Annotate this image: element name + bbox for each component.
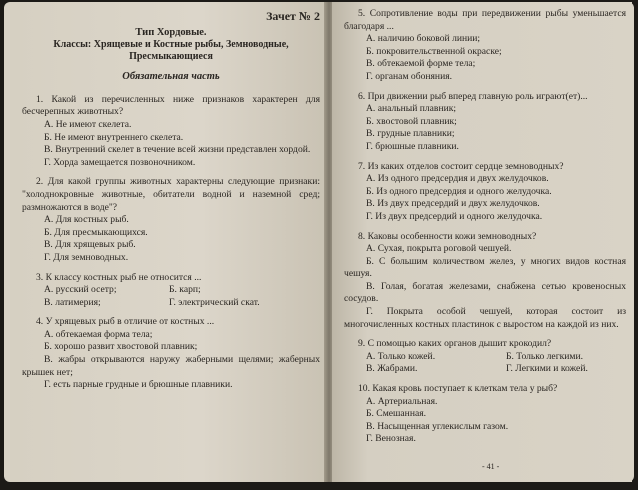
classes-title: Классы: Хрящевые и Костные рыбы, Земноводные, Пресмыкающиеся [53,39,289,63]
answer-option: В. Для хрящевых рыб. [44,239,136,251]
question-10 [344,383,626,446]
answer-option: Г. брюшные плавники. [366,140,459,152]
answer-option: Б. Только легкими. [506,350,584,362]
answer-option: В. жабры открываются наружу жаберными щелями; жаберных крышек нет; [22,354,320,378]
answer-option: В. Из двух предсердий и двух желудочков. [366,198,540,210]
question-3 [22,272,320,310]
answer-option: А. Только кожей. [366,350,436,362]
answer-option: Г. есть парные грудные и брюшные плавники. [44,379,233,391]
answer-option: Г. Хорда замещается позвоночником. [44,156,196,168]
answer-option: Г. Венозная. [366,433,416,445]
question-9 [344,338,626,376]
question-text: 8. Каковы особенности кожи земноводных? [358,230,537,242]
question-text: 6. При движении рыб вперед главную роль играют(ет)... [358,90,588,102]
answer-option: Г. органам обоняния. [366,70,453,82]
question-text: 5. Сопротивление воды при передвижении рыбы уменьшается благодаря ... [344,8,626,32]
question-2 [22,176,320,264]
test-heading: Зачет № 2 [266,9,320,23]
answer-option: В. Внутренний скелет в течение всей жизни представлен хордой. [44,144,311,156]
answer-option: Г. Легкими и кожей. [506,363,588,375]
answer-option: В. латимерия; [44,296,101,308]
answer-option: Б. С большим количеством желез, у многих видов костная чешуя. [344,255,626,280]
question-6 [344,91,626,154]
question-8 [344,231,626,332]
question-text: 4. У хрящевых рыб в отличие от костных ... [36,316,215,328]
answer-option: В. грудные плавники; [366,128,455,140]
answer-option: А. анальный плавник; [366,103,457,115]
answer-option: В. Насыщенная углекислым газом. [366,420,509,432]
question-text: 9. С помощью каких органов дышит крокодил? [358,338,552,350]
question-text: 2. Для какой группы животных характерны следующие признаки: "холоднокровные животные, обитатели водной и наземной сред; размножаются в воде"? [22,176,320,213]
question-text: 3. К классу костных рыб не относится ... [36,271,202,283]
answer-option: Б. покровительственной окраске; [366,45,502,57]
answer-option: А. обтекаемая форма тела; [44,328,153,340]
answer-option: В. Голая, богатая железами, снабжена сетью кровеносных сосудов. [344,280,626,305]
question-4 [22,316,320,392]
answer-option: Б. Для пресмыкающихся. [44,226,148,238]
answer-option: Б. Смешанная. [366,408,427,420]
answer-option: А. Для костных рыб. [44,214,129,226]
question-7 [344,161,626,224]
answer-option: В. обтекаемой форме тела; [366,58,476,70]
answer-option: Б. Не имеют внутреннего скелета. [44,131,184,143]
answer-option: А. Не имеют скелета. [44,118,132,130]
answer-option: А. наличию боковой линии; [366,33,481,45]
question-text: 1. Какой из перечисленных ниже признаков характерен для бесчерепных животных? [22,93,320,118]
question-text: 10. Какая кровь поступает к клеткам тела у рыб? [358,383,558,395]
answer-option: А. Сухая, покрыта роговой чешуей. [366,243,512,255]
answer-option: Г. электрический скат. [169,296,260,308]
answer-option: Г. Покрыта особой чешуей, которая состоит из многочисленных костных пластинок с выростом на каждой из них. [344,306,626,330]
question-text: 7. Из каких отделов состоит сердце земноводных? [358,160,564,172]
open-book [4,2,634,482]
answer-option: А. Артериальная. [366,395,438,407]
right-page [332,2,632,482]
question-5 [344,8,626,84]
part-title: Обязательная часть [122,71,220,83]
answer-option: А. русский осетр; [44,284,117,296]
answer-option: Б. хорошо развит хвостовой плавник; [44,341,198,353]
answer-option: Б. Из одного предсердия и одного желудочка. [366,185,552,197]
answer-option: Г. Для земноводных. [44,251,129,263]
question-1 [22,94,320,170]
answer-option: Б. карп; [169,284,201,296]
left-page [10,2,328,482]
answer-option: Г. Из двух предсердий и одного желудочка. [366,210,543,222]
page-number: - 41 - [482,462,500,472]
answer-option: В. Жабрами. [366,363,418,375]
type-title: Тип Хордовые. [135,26,207,38]
answer-option: А. Из одного предсердия и двух желудочков. [366,173,549,185]
answer-option: Б. хвостовой плавник; [366,115,457,127]
